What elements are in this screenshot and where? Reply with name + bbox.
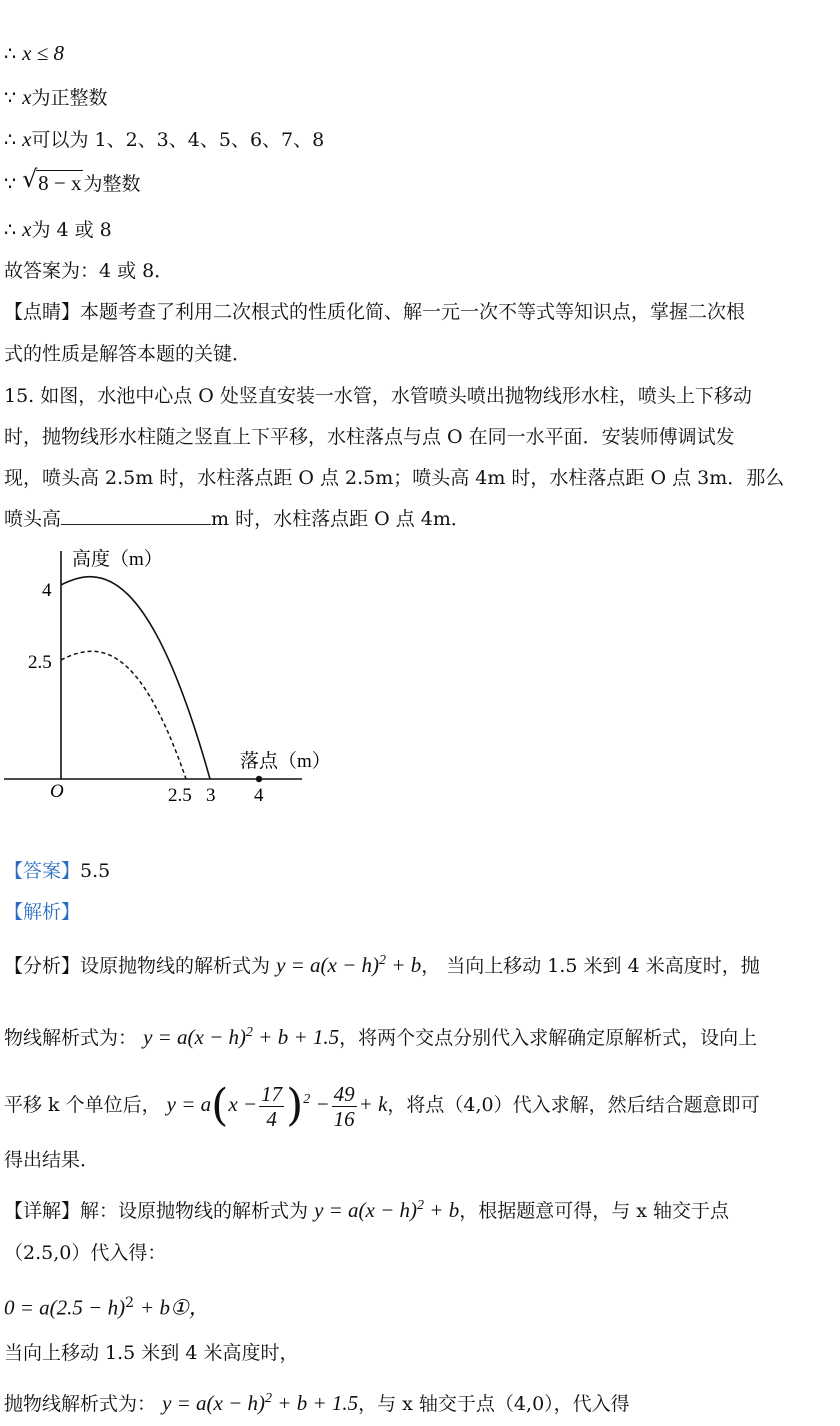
eq-part: y = a(x − h) [162, 1391, 266, 1415]
fraction-49-16 [332, 1082, 357, 1131]
var-x: x [22, 127, 32, 151]
x-tick-4: 4 [254, 785, 264, 806]
exponent: 2 [417, 1198, 425, 1213]
xiangjie-line-4: 当向上移动 1.5 米到 4 米高度时， [4, 1342, 299, 1364]
answer-value: 5.5 [80, 860, 111, 882]
denominator: 16 [333, 1106, 355, 1131]
x-tick-2-5: 2.5 [168, 785, 192, 806]
line-text: 可以为 1、2、3、4、5、6、7、8 [31, 129, 325, 151]
question-line-4 [4, 506, 470, 532]
parabola-dashed [61, 651, 186, 779]
therefore-symbol: ∴ [4, 219, 17, 241]
equation-original [276, 953, 421, 977]
because-symbol: ∵ [4, 173, 17, 195]
exponent: 2 [379, 953, 387, 968]
eq-part: + b [391, 953, 422, 977]
question-text: m 时，水柱落点距 O 点 4m． [211, 508, 470, 530]
line-5 [4, 216, 112, 243]
y-tick-2-5: 2.5 [28, 652, 52, 673]
line-3 [4, 126, 324, 153]
line-4 [4, 165, 141, 197]
eq-part: + b + 1.5 [277, 1391, 359, 1415]
xiangjie-line-5 [4, 1386, 630, 1417]
fenxi-line-2 [4, 1020, 757, 1051]
eq-part: y = a(x − h) [143, 1025, 247, 1049]
note-line-2: 式的性质是解答本题的关键． [4, 343, 252, 365]
line-2 [4, 84, 107, 111]
landing-point [256, 776, 262, 782]
xiangjie-line-3 [4, 1290, 210, 1321]
xiangjie-text: 抛物线解析式为： [4, 1393, 157, 1415]
x-tick-3: 3 [206, 785, 216, 806]
fenxi-text: 物线解析式为： [4, 1027, 138, 1049]
denominator: 4 [266, 1106, 277, 1131]
origin-label: O [50, 781, 64, 802]
equation-shifted [143, 1025, 339, 1049]
xiangjie-text: 【详解】解：设原抛物线的解析式为 [4, 1200, 309, 1222]
eq-part: y = a(x − h) [276, 953, 380, 977]
xiangjie-text: ，根据题意可得，与 x 轴交于点 [459, 1200, 730, 1222]
fenxi-line-1 [4, 948, 760, 979]
answer-line [4, 858, 110, 884]
exponent: 2 [125, 1295, 134, 1311]
radical-sign: √ [22, 165, 38, 193]
xiangjie-line-2: （2.5,0）代入得： [4, 1242, 167, 1264]
line-text: 为 4 或 8 [31, 219, 112, 241]
eq-part: y = a(x − h) [314, 1198, 418, 1222]
sqrt-expression [22, 165, 83, 197]
exponent: 2 [246, 1025, 254, 1040]
fenxi-text: 平移 k 个单位后， [4, 1094, 161, 1116]
note-line-1: 【点睛】本题考查了利用二次根式的性质化简、解一元一次不等式等知识点，掌握二次根 [4, 301, 746, 323]
eq-part: x − [228, 1092, 258, 1116]
eq-part: − [315, 1092, 330, 1116]
var-x: x [22, 217, 32, 241]
exponent: 2 [303, 1092, 311, 1107]
equation-k [166, 1080, 388, 1132]
numerator: 49 [333, 1081, 355, 1106]
line-text: 为整数 [83, 173, 141, 195]
answer-blank [61, 506, 211, 525]
equation-shifted [162, 1391, 358, 1415]
therefore-symbol: ∴ [4, 43, 17, 65]
line-1 [4, 40, 64, 67]
equation-1-tail: + b①， [140, 1295, 210, 1320]
fenxi-line-3 [4, 1072, 760, 1134]
numerator: 17 [261, 1081, 283, 1106]
question-text: 喷头高 [4, 508, 62, 530]
fenxi-text: ，将两个交点分别代入求解确定原解析式，设向上 [339, 1027, 758, 1049]
question-line-1: 15. 如图，水池中心点 O 处竖直安装一水管，水管喷头喷出抛物线形水柱，喷头上下移动 [4, 385, 752, 407]
question-line-2: 时，抛物线形水柱随之竖直上下平移，水柱落点与点 O 在同一水平面．安装师傅调试发 [4, 426, 735, 448]
fraction-17-4 [259, 1082, 284, 1131]
therefore-symbol: ∴ [4, 129, 17, 151]
y-tick-4: 4 [42, 580, 52, 601]
analysis-label: 【解析】 [4, 901, 81, 923]
xiangjie-text: ，与 x 轴交于点（4,0），代入得 [358, 1393, 630, 1415]
eq-part: y = a [166, 1092, 212, 1116]
eq-part: + b + 1.5 [258, 1025, 340, 1049]
radicand: 8 − x [38, 171, 82, 195]
parabola-solid [61, 577, 210, 779]
y-axis-label: 高度（m） [72, 549, 163, 570]
line-text: 为正整数 [31, 87, 108, 109]
fenxi-text: ，将点（4,0）代入求解，然后结合题意即可 [387, 1094, 760, 1116]
question-line-3: 现，喷头高 2.5m 时，水柱落点距 O 点 2.5m；喷头高 4m 时，水柱落点距 O 点 3m．那么 [4, 467, 785, 489]
var-x: x [22, 85, 32, 109]
answer-label: 【答案】 [4, 860, 81, 882]
eq-part: + k [358, 1092, 388, 1116]
exponent: 2 [265, 1391, 273, 1406]
xiangjie-line-1 [4, 1193, 729, 1224]
equation-original [314, 1198, 459, 1222]
right-paren: ) [286, 1080, 304, 1132]
line-6: 故答案为：4 或 8． [4, 260, 174, 282]
because-symbol: ∵ [4, 87, 17, 109]
x-axis-label: 落点（m） [240, 751, 331, 772]
parabola-diagram [0, 545, 360, 815]
fenxi-text: 【分析】设原抛物线的解析式为 [4, 955, 271, 977]
eq-part: + b [429, 1198, 460, 1222]
fenxi-line-4: 得出结果． [4, 1149, 100, 1171]
equation-1: 0 = a(2.5 − h) [4, 1295, 126, 1320]
left-paren: ( [211, 1080, 229, 1132]
inequality: x ≤ 8 [22, 41, 64, 65]
fenxi-text: ， 当向上移动 1.5 米到 4 米高度时，抛 [421, 955, 760, 977]
